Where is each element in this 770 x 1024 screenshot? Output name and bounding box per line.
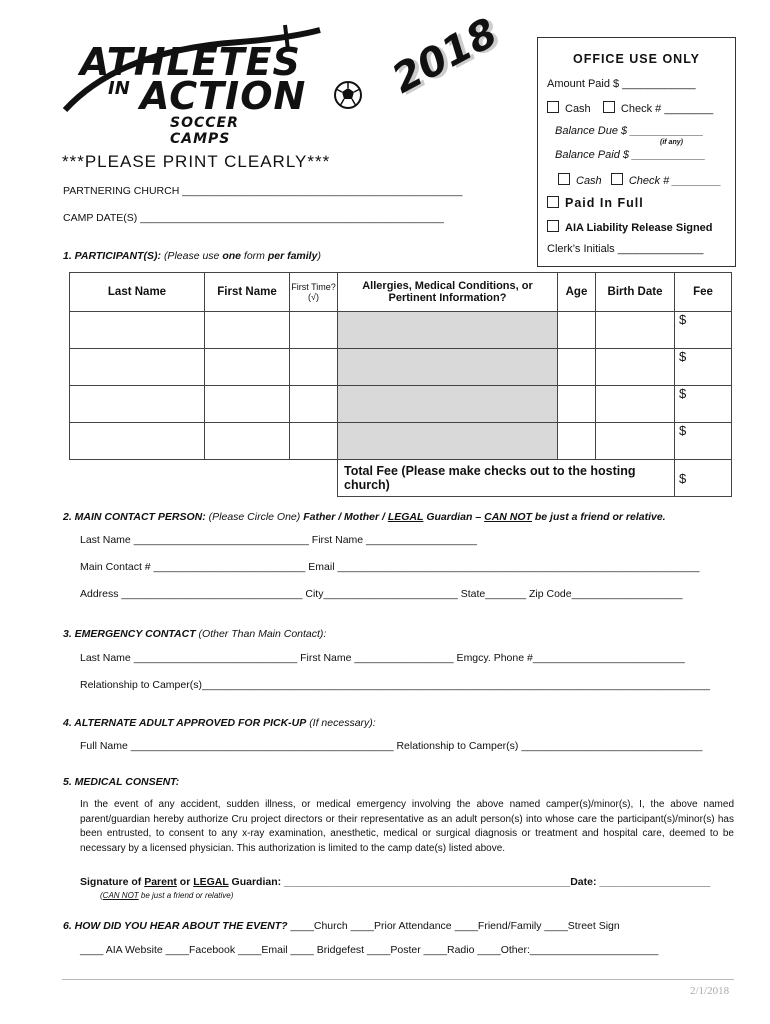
cell-last-name[interactable] <box>70 312 205 349</box>
section2-heading <box>63 511 666 523</box>
cell-age[interactable] <box>558 349 596 386</box>
col-allergies <box>338 273 558 312</box>
cell-age[interactable] <box>558 423 596 460</box>
clerk-initials: Clerk’s Initials ______________ <box>547 243 704 255</box>
cell-birth-date[interactable] <box>596 349 675 386</box>
partnering-church-field[interactable]: PARTNERING CHURCH ________________________________________________ <box>63 185 463 197</box>
check-label-2: Check # ________ <box>628 175 722 187</box>
section1-note-one: one <box>222 250 241 262</box>
section1-note-mid: form <box>243 250 265 262</box>
logo-athletes: ATHLETES <box>80 40 301 84</box>
cell-birth-date[interactable] <box>596 386 675 423</box>
first-time-check: (√) <box>308 292 319 302</box>
section3-note: (Other Than Main Contact): <box>198 628 327 640</box>
section1-note-pre: (Please use <box>163 250 220 262</box>
section1-title: 1. PARTICIPANT(S): <box>63 250 162 262</box>
section4-title: 4. ALTERNATE ADULT APPROVED FOR PICK-UP <box>63 717 307 729</box>
table-row <box>70 386 732 423</box>
cell-age[interactable] <box>558 312 596 349</box>
cell-fee[interactable]: $ <box>675 312 732 349</box>
section1-note-per: per family <box>267 250 318 262</box>
col-birth-date: Birth Date <box>596 273 675 312</box>
first-time-label: First Time? <box>291 282 336 292</box>
section2-guardian: Guardian – <box>426 511 482 523</box>
cash-checkbox-2[interactable] <box>558 173 570 185</box>
table-header-row <box>70 273 732 312</box>
col-age: Age <box>558 273 596 312</box>
section3-title: 3. EMERGENCY CONTACT <box>63 628 196 640</box>
aia-release-checkbox[interactable] <box>547 220 559 232</box>
sig-or: or <box>179 876 191 888</box>
emergency-contact-line[interactable]: Last Name ____________________________ First Name _________________ Emgcy. Phone #__________________________ <box>80 652 685 664</box>
sig-pre: Signature of <box>80 876 142 888</box>
cell-first-time[interactable] <box>290 349 338 386</box>
pickup-adult-line[interactable]: Full Name _____________________________________________ Relationship to Camper(s) _______________________________ <box>80 740 703 752</box>
section1-note-post: ) <box>317 250 321 262</box>
cell-fee[interactable]: $ <box>675 386 732 423</box>
section2-tail: be just a friend or relative. <box>534 511 666 523</box>
sig-parent: Parent <box>144 876 177 888</box>
check-checkbox-2[interactable] <box>611 173 623 185</box>
cell-first-time[interactable] <box>290 386 338 423</box>
signature-line[interactable] <box>80 876 710 888</box>
cell-first-name[interactable] <box>205 349 290 386</box>
total-fee-cell[interactable]: $ <box>675 460 732 497</box>
section6-options-2[interactable]: ____ AIA Website ____Facebook ____Email ____ Bridgefest ____Poster ____Radio ____Other:______________________ <box>80 944 659 956</box>
balance-due: Balance Due $ ____________ <box>555 125 704 137</box>
cell-allergies[interactable] <box>338 312 558 349</box>
cell-last-name[interactable] <box>70 423 205 460</box>
table-row <box>70 349 732 386</box>
section1-heading <box>63 250 321 262</box>
participants-table <box>69 272 732 497</box>
cell-first-name[interactable] <box>205 423 290 460</box>
main-contact-address-line[interactable]: Address _______________________________ City_______________________ State_______ Zip Code___________________ <box>80 588 683 600</box>
amount-paid: Amount Paid $ ____________ <box>547 78 696 90</box>
cell-first-name[interactable] <box>205 312 290 349</box>
soccer-ball-icon <box>333 80 363 110</box>
total-row <box>70 460 732 497</box>
section2-circle-note: (Please Circle One) <box>208 511 301 523</box>
section2-cannot: CAN NOT <box>484 511 532 523</box>
col-fee: Fee <box>675 273 732 312</box>
footer-divider <box>62 979 734 980</box>
paid-in-full-row <box>547 196 644 210</box>
cell-last-name[interactable] <box>70 349 205 386</box>
col-first-time <box>290 273 338 312</box>
col-first-name: First Name <box>205 273 290 312</box>
section4-heading <box>63 717 376 729</box>
col-last-name: Last Name <box>70 273 205 312</box>
cash-label-2: Cash <box>576 175 602 187</box>
paid-in-full-label: Paid In Full <box>565 196 644 210</box>
aia-release-label: AIA Liability Release Signed <box>565 222 713 234</box>
section3-heading <box>63 628 326 640</box>
section2-legal: LEGAL <box>387 511 424 523</box>
allergies-label-1: Allergies, Medical Conditions, or <box>362 280 533 292</box>
office-title: OFFICE USE ONLY <box>572 52 701 66</box>
cell-allergies[interactable] <box>338 386 558 423</box>
payment-method-row <box>547 101 713 115</box>
logo-year: 2018 <box>385 9 505 103</box>
sig-note-open: ( <box>100 891 103 900</box>
cell-allergies[interactable] <box>338 423 558 460</box>
cell-first-time[interactable] <box>290 312 338 349</box>
logo-soccer-camps: SOCCER CAMPS <box>170 115 239 147</box>
emergency-relationship-line[interactable]: Relationship to Camper(s)_______________________________________________________________________________________ <box>80 679 711 691</box>
main-contact-name-line[interactable]: Last Name ______________________________ First Name ___________________ <box>80 534 478 546</box>
cell-first-name[interactable] <box>205 386 290 423</box>
cell-first-time[interactable] <box>290 423 338 460</box>
logo-action: ACTION <box>140 74 307 118</box>
section6-row-1 <box>63 920 620 932</box>
cell-fee[interactable]: $ <box>675 349 732 386</box>
balance-paid: Balance Paid $ ____________ <box>555 149 706 161</box>
logo-in: IN <box>108 78 130 99</box>
payment-method-row-2 <box>558 173 721 187</box>
section5-title: 5. MEDICAL CONSENT: <box>63 776 180 788</box>
sig-legal: LEGAL <box>193 876 229 888</box>
section6-options-1[interactable]: ____Church ____Prior Attendance ____Friend/Family ____Street Sign <box>290 920 620 932</box>
cell-birth-date[interactable] <box>596 312 675 349</box>
section4-note: (If necessary): <box>309 717 376 729</box>
sig-note-text: be just a friend or relative) <box>140 891 234 900</box>
cell-birth-date[interactable] <box>596 423 675 460</box>
camp-dates-field[interactable]: CAMP DATE(S) ____________________________________________________ <box>63 212 444 224</box>
check-label: Check # ________ <box>620 103 714 115</box>
main-contact-phone-email-line[interactable]: Main Contact # __________________________ Email ______________________________________________________________ <box>80 561 700 573</box>
check-checkbox[interactable] <box>603 101 615 113</box>
cell-fee[interactable]: $ <box>675 423 732 460</box>
section6-title: 6. HOW DID YOU HEAR ABOUT THE EVENT? <box>63 920 288 932</box>
cash-checkbox[interactable] <box>547 101 559 113</box>
cell-age[interactable] <box>558 386 596 423</box>
table-row <box>70 312 732 349</box>
paid-in-full-checkbox[interactable] <box>547 196 559 208</box>
aia-release-row <box>547 220 713 234</box>
cell-allergies[interactable] <box>338 349 558 386</box>
total-spacer <box>70 460 338 497</box>
table-row <box>70 423 732 460</box>
medical-consent-text: In the event of any accident, sudden illness, or medical emergency involving the above named camper(s)/minor(s), I, the above named parent/guardian hereby authorize Cru project directors or their representative as an adult person(s) into whose care the participant(s)/minor(s) has been entrusted, to consent to any x-ray examination, anesthetic, medical or surgical diagnosis or treatment and hospital care, deemed to be necessary by a licensed physician. This authorization is limited to the camp date(s) listed above. <box>80 799 734 854</box>
section2-title: 2. MAIN CONTACT PERSON: <box>63 511 206 523</box>
cash-label: Cash <box>565 103 591 115</box>
allergies-label-2: Pertinent Information? <box>388 292 507 304</box>
section2-options: Father / Mother / <box>303 511 385 523</box>
total-fee-label: Total Fee (Please make checks out to the hosting church) <box>338 460 675 497</box>
office-use-box <box>537 37 736 267</box>
sig-post: Guardian: _________________________________________________Date: ___________________ <box>231 876 711 888</box>
sig-note-cannot: CAN NOT <box>102 891 139 900</box>
signature-note <box>100 891 233 900</box>
footer-date: 2/1/2018 <box>690 985 730 997</box>
cell-last-name[interactable] <box>70 386 205 423</box>
if-any-note: (if any) <box>660 139 683 146</box>
print-clearly-heading: ***PLEASE PRINT CLEARLY*** <box>62 152 331 171</box>
